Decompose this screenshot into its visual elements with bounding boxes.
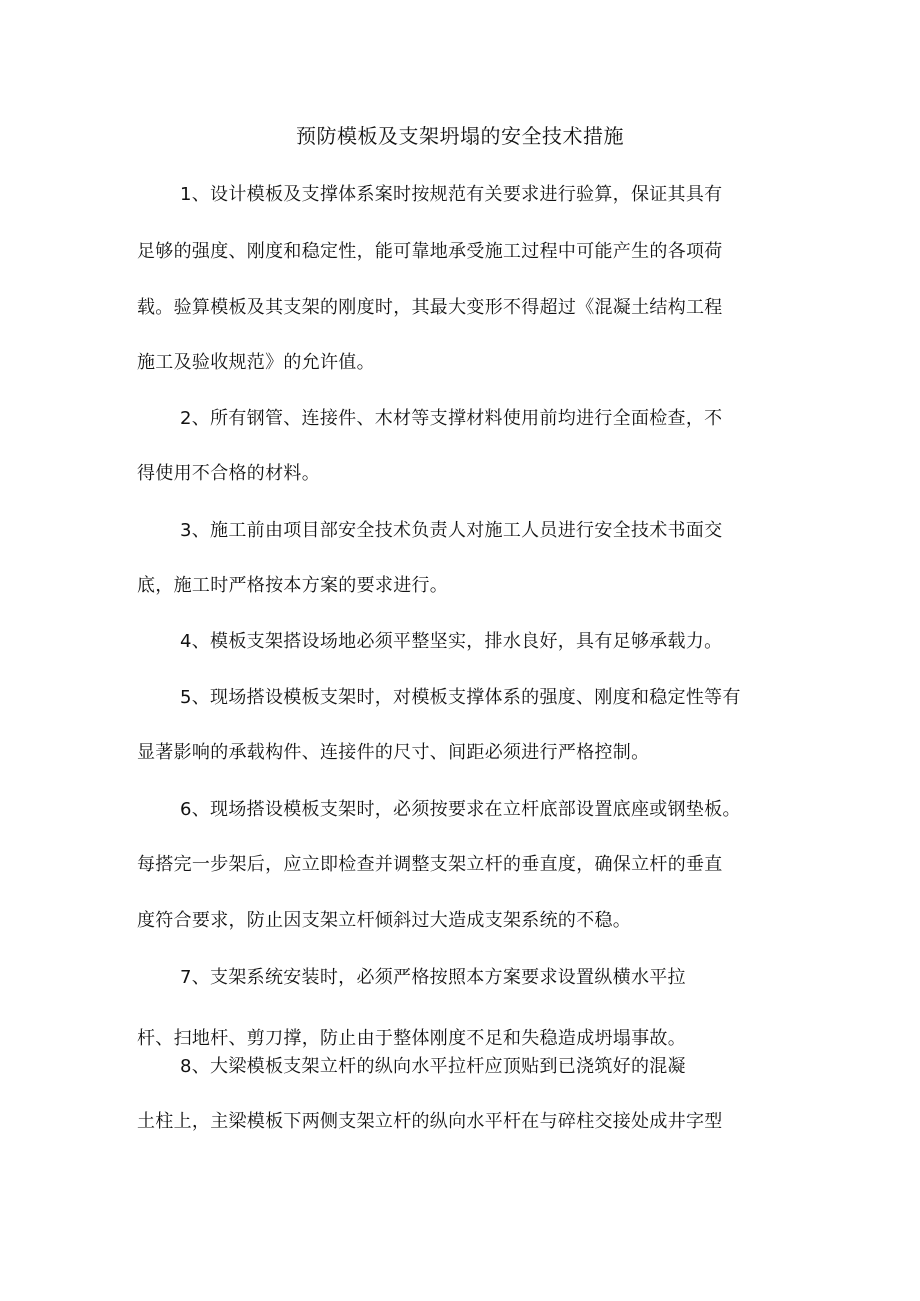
paragraph-3-line-1: 3、施工前由项目部安全技术负责人对施工人员进行安全技术书面交 bbox=[180, 520, 723, 541]
paragraph-3-line-2: 底，施工时严格按本方案的要求进行。 bbox=[137, 575, 449, 596]
paragraph-7-line-1: 7、支架系统安装时，必须严格按照本方案要求设置纵横水平拉 bbox=[180, 967, 686, 988]
paragraph-4-line-1: 4、模板支架搭设场地必须平整坚实，排水良好，具有足够承载力。 bbox=[180, 631, 723, 652]
paragraph-1-line-2: 足够的强度、刚度和稳定性，能可靠地承受施工过程中可能产生的各项荷 bbox=[137, 241, 723, 262]
paragraph-2-line-2: 得使用不合格的材料。 bbox=[137, 463, 320, 484]
paragraph-5-line-1: 5、现场搭设模板支架时，对模板支撑体系的强度、刚度和稳定性等有 bbox=[180, 687, 741, 708]
paragraph-1-line-1: 1、设计模板及支撑体系案时按规范有关要求进行验算，保证其具有 bbox=[180, 184, 723, 205]
paragraph-2-line-1: 2、所有钢管、连接件、木材等支撑材料使用前均进行全面检查，不 bbox=[180, 408, 723, 429]
paragraph-8-line-1: 8、大梁模板支架立杆的纵向水平拉杆应顶贴到已浇筑好的混凝 bbox=[180, 1056, 686, 1077]
paragraph-5-line-2: 显著影响的承载构件、连接件的尺寸、间距必须进行严格控制。 bbox=[137, 742, 650, 763]
paragraph-8-line-2: 土柱上，主梁模板下两侧支架立杆的纵向水平杆在与碎柱交接处成井字型 bbox=[137, 1111, 723, 1132]
paragraph-6-line-1: 6、现场搭设模板支架时，必须按要求在立杆底部设置底座或钢垫板。 bbox=[180, 799, 741, 820]
paragraph-7-line-2: 杆、扫地杆、剪刀撑，防止由于整体刚度不足和失稳造成坍塌事故。 bbox=[137, 1028, 686, 1049]
paragraph-1-line-3: 载。验算模板及其支架的刚度时，其最大变形不得超过《混凝土结构工程 bbox=[137, 297, 723, 318]
paragraph-6-line-2: 每搭完一步架后，应立即检查并调整支架立杆的垂直度，确保立杆的垂直 bbox=[137, 854, 723, 875]
document-title: 预防模板及支架坍塌的安全技术措施 bbox=[296, 124, 624, 148]
paragraph-6-line-3: 度符合要求，防止因支架立杆倾斜过大造成支架系统的不稳。 bbox=[137, 910, 632, 931]
paragraph-1-line-4: 施工及验收规范》的允许值。 bbox=[137, 352, 375, 373]
